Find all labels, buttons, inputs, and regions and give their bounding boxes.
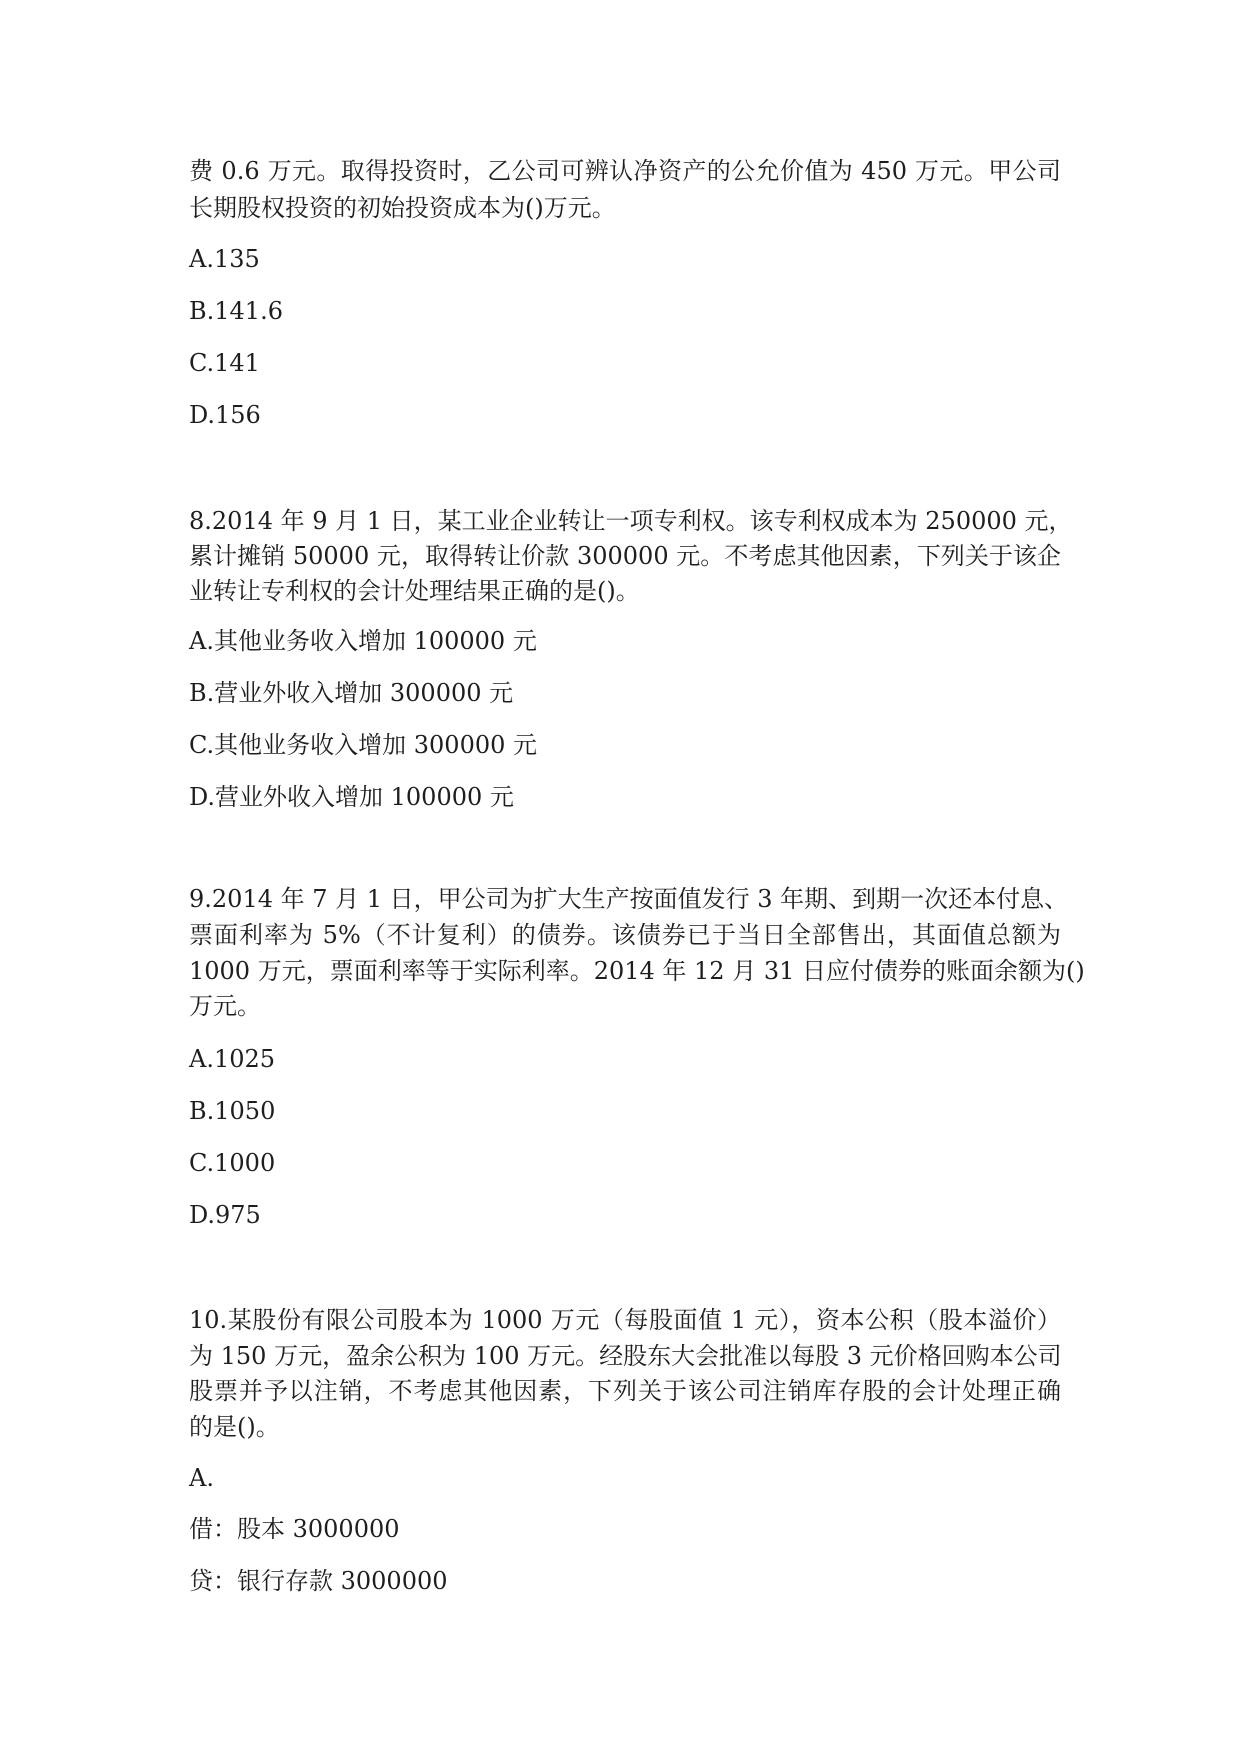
question-stem-line: 10.某股份有限公司股本为 1000 万元（每股面值 1 元），资本公积（股本溢价） <box>189 1306 1061 1334</box>
option-d: D.975 <box>189 1201 261 1229</box>
question-stem-line: 累计摊销 50000 元，取得转让价款 300000 元。不考虑其他因素，下列关于该企 <box>189 542 1061 570</box>
option-d: D.156 <box>189 401 261 429</box>
journal-entry-debit: 借：股本 3000000 <box>189 1515 400 1543</box>
question-stem-line: 股票并予以注销，不考虑其他因素，下列关于该公司注销库存股的会计处理正确 <box>189 1377 1061 1405</box>
option-a: A.其他业务收入增加 100000 元 <box>189 627 537 655</box>
question-stem-line: 长期股权投资的初始投资成本为()万元。 <box>189 194 616 222</box>
question-stem-line: 9.2014 年 7 月 1 日，甲公司为扩大生产按面值发行 3 年期、到期一次还本付息、 <box>189 885 1069 913</box>
question-stem-line: 1000 万元，票面利率等于实际利率。2014 年 12 月 31 日应付债券的账面余额为() <box>189 957 1085 985</box>
option-c: C.其他业务收入增加 300000 元 <box>189 731 538 759</box>
option-a: A.1025 <box>189 1045 276 1073</box>
question-stem-line: 8.2014 年 9 月 1 日，某工业企业转让一项专利权。该专利权成本为 250000 元， <box>189 507 1073 535</box>
option-a: A. <box>189 1464 214 1492</box>
option-b: B.1050 <box>189 1097 276 1125</box>
option-c: C.1000 <box>189 1149 276 1177</box>
journal-entry-credit: 贷：银行存款 3000000 <box>189 1567 448 1595</box>
option-a: A.135 <box>189 245 260 273</box>
question-stem-line: 为 150 万元，盈余公积为 100 万元。经股东大会批准以每股 3 元价格回购本公司 <box>189 1342 1062 1370</box>
option-c: C.141 <box>189 349 260 377</box>
question-stem-line: 万元。 <box>189 992 261 1020</box>
option-b: B.141.6 <box>189 297 283 325</box>
option-d: D.营业外收入增加 100000 元 <box>189 783 514 811</box>
option-b: B.营业外收入增加 300000 元 <box>189 679 514 707</box>
question-stem-line: 的是()。 <box>189 1413 280 1441</box>
question-stem-line: 业转让专利权的会计处理结果正确的是()。 <box>189 577 640 605</box>
question-stem-line: 票面利率为 5%（不计复利）的债券。该债券已于当日全部售出，其面值总额为 <box>189 921 1061 949</box>
question-stem-line: 费 0.6 万元。取得投资时，乙公司可辨认净资产的公允价值为 450 万元。甲公司 <box>189 157 1061 185</box>
